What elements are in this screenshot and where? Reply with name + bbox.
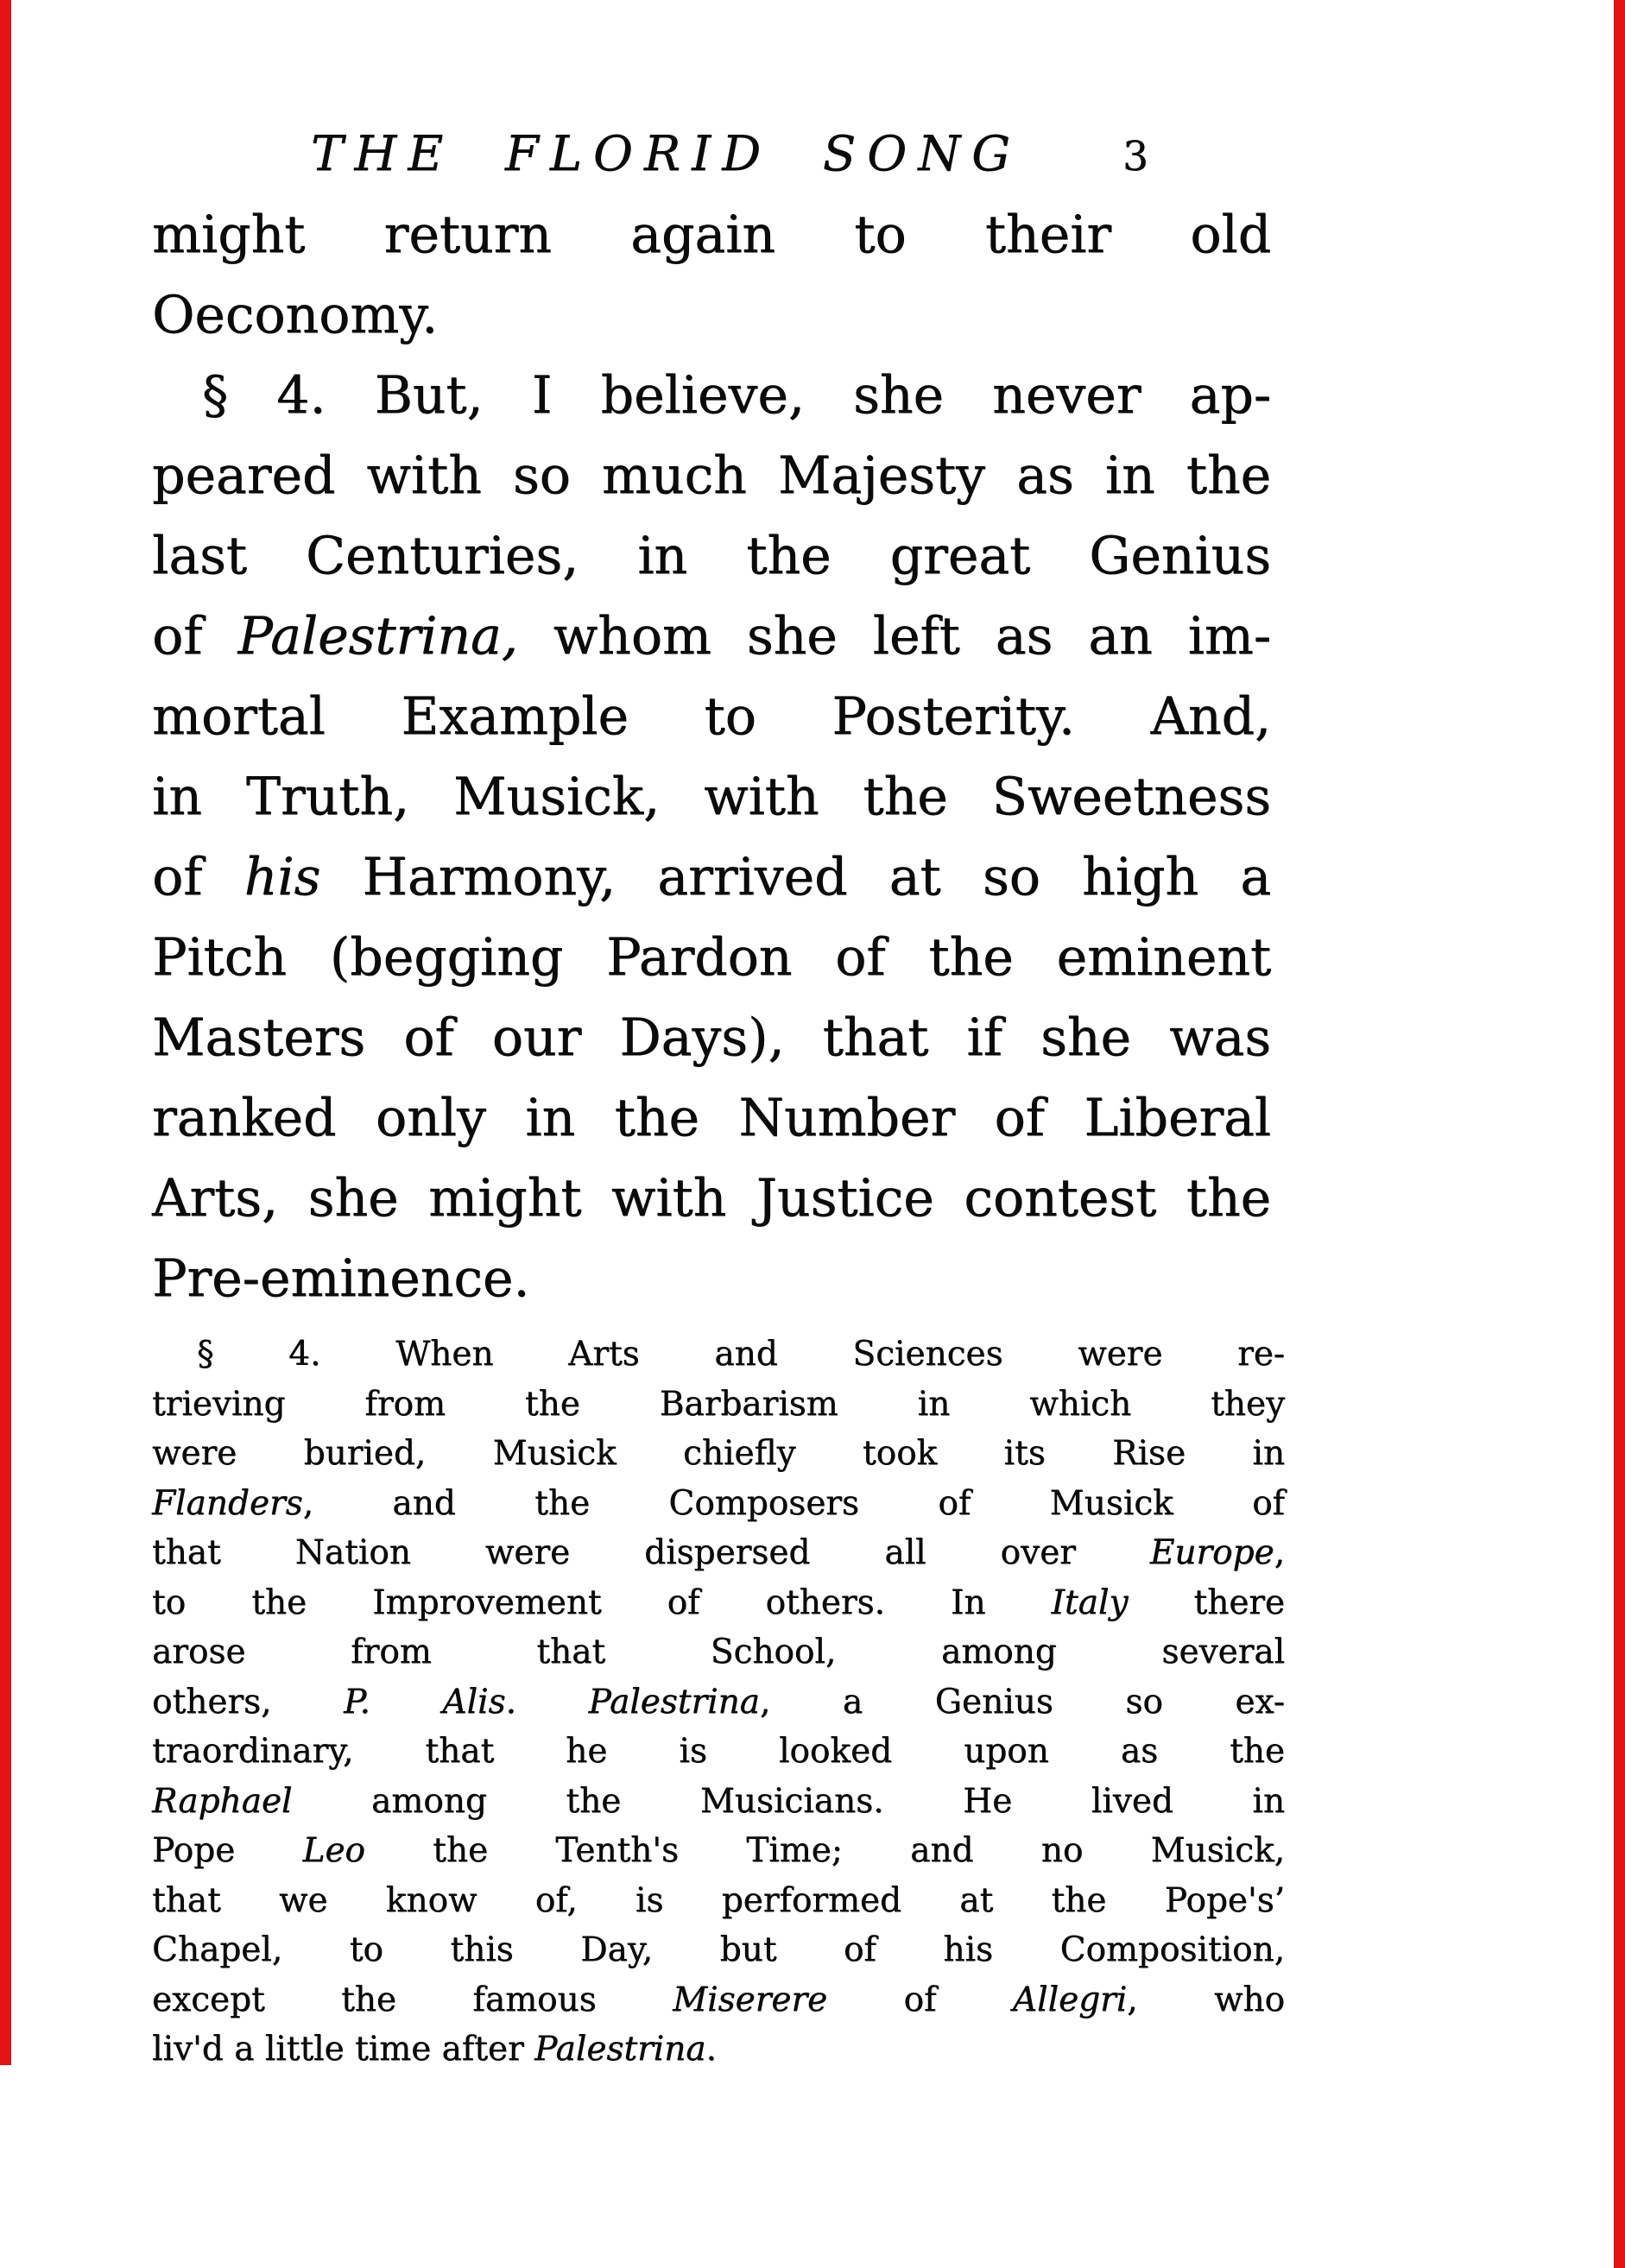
text-segment: of [827,1980,1013,2019]
text-segment: Harmony, arrived at so high a [320,847,1271,907]
text-line [152,998,1271,1078]
text-segment: , [1274,1533,1285,1572]
text-segment: § 4. But, I believe, she never ap- [202,365,1271,426]
italic-text-segment: Raphael [152,1781,293,1821]
left-red-edge-bar [0,0,11,2065]
italic-text-segment: Flanders [152,1483,303,1523]
text-segment: in Truth, Musick, with the Sweetness [152,767,1271,827]
text-segment: , a Genius so ex- [759,1682,1285,1722]
text-segment: Pope [152,1831,303,1870]
text-segment: might return again to their old [152,205,1271,265]
paragraph [152,195,1271,356]
text-line [152,1925,1285,1975]
text-line [152,1429,1285,1479]
text-line [152,1380,1285,1430]
text-line [152,1528,1285,1578]
text-line [152,757,1271,837]
text-segment: Arts, she might with Justice contest the [152,1168,1271,1229]
text-segment: Pre-eminence. [152,1248,530,1309]
text-line [152,1777,1285,1827]
text-segment: the Tenth's Time; and no Musick, [364,1831,1285,1870]
text-line [152,1727,1285,1777]
text-segment: peared with so much Majesty as in the [152,445,1271,506]
text-segment: Masters of our Days), that if she was [152,1008,1271,1068]
text-segment: Oeconomy. [152,285,439,345]
text-line [152,918,1271,998]
text-line [152,677,1271,757]
text-segment: ranked only in the Number of Liberal [152,1088,1271,1148]
page-number: 3 [1122,133,1148,180]
text-segment: arose from that School, among several [152,1633,1285,1671]
text-line [152,195,1271,275]
text-segment: trieving from the Barbarism in which they [152,1384,1285,1424]
italic-text-segment: Leo [302,1831,365,1870]
italic-text-segment: Palestrina, [237,606,518,667]
text-line [152,1975,1285,2025]
text-line [152,516,1271,597]
italic-text-segment: Allegri [1012,1980,1128,2019]
italic-text-segment: Miserere [673,1980,828,2019]
text-segment: to the Improvement of others. In [152,1583,1052,1622]
text-line [152,356,1271,436]
footnote-block [152,1330,1285,2075]
main-text-block [152,195,1271,1319]
italic-text-segment: Palestrina [534,2030,706,2069]
text-segment: there [1128,1583,1286,1622]
text-segment: that Nation were dispersed all over [152,1533,1150,1572]
text-line [152,837,1271,918]
text-segment: among the Musicians. He lived in [292,1781,1285,1821]
text-segment: Chapel, to this Day, but of his Composition, [152,1930,1285,1969]
text-line [152,1578,1285,1628]
text-line [152,275,1271,356]
text-segment: except the famous [152,1980,673,2019]
text-segment: Pitch (begging Pardon of the eminent [152,927,1271,988]
text-segment: , and the Composers of Musick of [302,1483,1285,1523]
text-segment: of [152,847,244,907]
page-header-title: THE FLORID SONG [311,126,1021,182]
text-segment: whom she left as an im- [517,606,1271,667]
text-segment: traordinary, that he is looked upon as the [152,1732,1285,1771]
paragraph [152,356,1271,1319]
text-segment: of [152,606,238,667]
text-line [152,436,1271,516]
text-line [152,1677,1285,1728]
text-segment: . [705,2030,717,2069]
text-line [152,1876,1285,1926]
text-line [152,1479,1285,1529]
text-line [152,1078,1271,1159]
text-segment: were buried, Musick chiefly took its Rise in [152,1434,1285,1473]
italic-text-segment: his [243,847,321,907]
italic-text-segment: Italy [1051,1583,1129,1622]
italic-text-segment: P. Alis. Palestrina [344,1682,760,1722]
text-segment: last Centuries, in the great Genius [152,526,1271,586]
text-line [152,2025,1285,2075]
text-line [152,1627,1285,1677]
text-segment: , who [1127,1980,1285,2019]
text-line [152,1159,1271,1239]
text-line [152,1330,1285,1380]
text-line [152,1826,1285,1876]
text-line [152,1239,1271,1319]
right-red-edge-bar [1614,0,1625,2268]
text-segment: mortal Example to Posterity. And, [152,686,1271,747]
text-segment: that we know of, is performed at the Pope's’ [152,1880,1285,1920]
italic-text-segment: Europe [1149,1533,1274,1572]
text-segment: others, [152,1682,344,1722]
text-segment: § 4. When Arts and Sciences were re- [197,1335,1285,1374]
text-line [152,597,1271,677]
text-segment: liv'd a little time after [152,2030,535,2069]
